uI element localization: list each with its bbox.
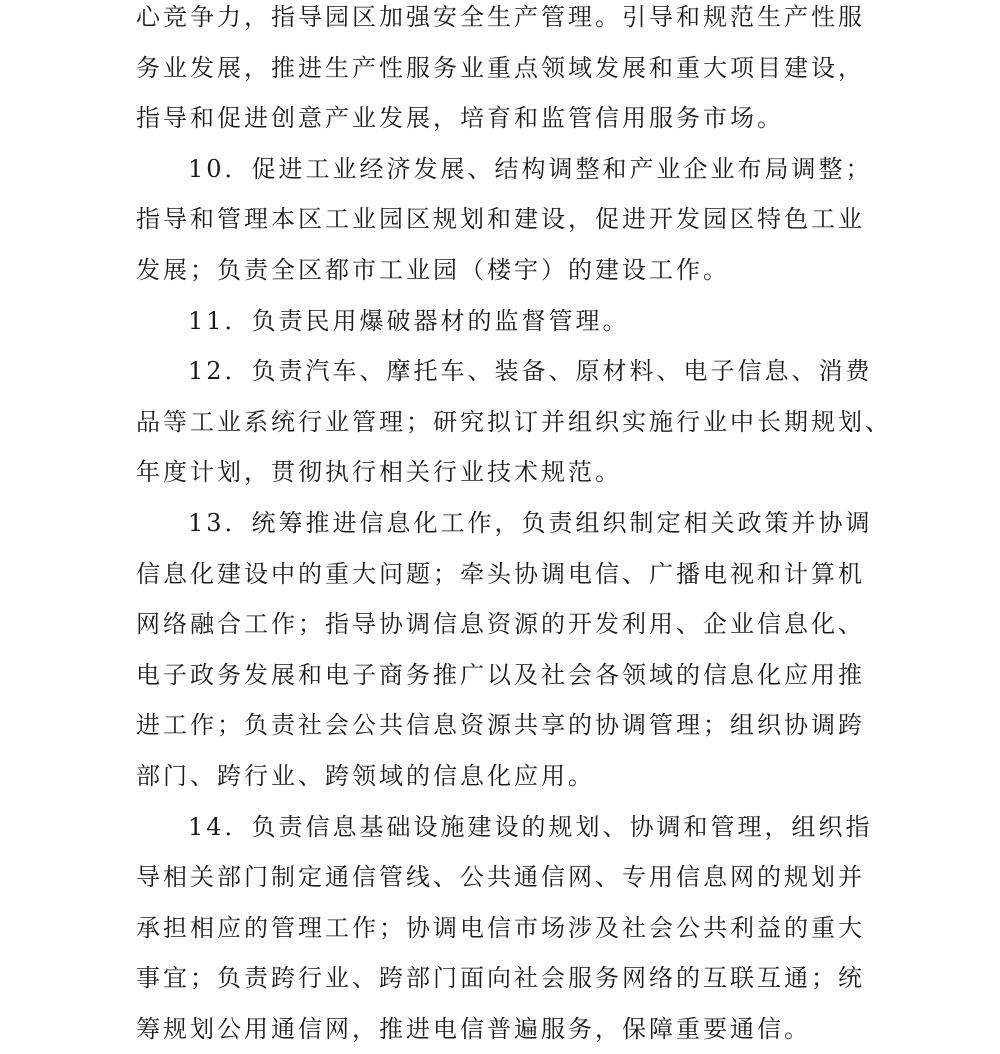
item-12-line: 12．负责汽车、摩托车、装备、原材料、电子信息、消费 xyxy=(188,357,873,386)
text-line: 心竞争力，指导园区加强安全生产管理。引导和规范生产性服 xyxy=(136,3,865,31)
text-line: 年度计划，贯彻执行相关行业技术规范。 xyxy=(136,458,622,487)
text-line: 进工作；负责社会公共信息资源共享的协调管理；组织协调跨 xyxy=(136,711,865,740)
text-line: 导相关部门制定通信管线、公共通信网、专用信息网的规划并 xyxy=(136,863,865,892)
item-14-line: 14．负责信息基础设施建设的规划、协调和管理，组织指 xyxy=(188,812,873,841)
text-line: 电子政务发展和电子商务推广以及社会各领域的信息化应用推 xyxy=(136,660,865,689)
item-11-line: 11．负责民用爆破器材的监督管理。 xyxy=(188,306,630,335)
text-line: 务业发展，推进生产性服务业重点领域发展和重大项目建设， xyxy=(136,53,865,82)
item-10-line: 10．促进工业经济发展、结构调整和产业企业布局调整； xyxy=(188,154,873,183)
text-line: 品等工业系统行业管理；研究拟订并组织实施行业中长期规划、 xyxy=(136,407,892,436)
text-line: 部门、跨行业、跨领域的信息化应用。 xyxy=(136,761,595,790)
text-line: 发展；负责全区都市工业园（楼宇）的建设工作。 xyxy=(136,255,730,284)
text-line: 网络融合工作；指导协调信息资源的开发利用、企业信息化、 xyxy=(136,610,865,639)
text-line: 信息化建设中的重大问题；牵头协调电信、广播电视和计算机 xyxy=(136,559,865,588)
text-line: 指导和管理本区工业园区规划和建设，促进开发园区特色工业 xyxy=(136,205,865,234)
item-13-line: 13．统筹推进信息化工作，负责组织制定相关政策并协调 xyxy=(188,508,873,537)
body-text xyxy=(136,0,896,1054)
text-line: 事宜；负责跨行业、跨部门面向社会服务网络的互联互通；统 xyxy=(136,964,865,993)
text-line: 承担相应的管理工作；协调电信市场涉及社会公共利益的重大 xyxy=(136,913,865,942)
text-line: 指导和促进创意产业发展，培育和监管信用服务市场。 xyxy=(136,104,784,133)
text-line: 筹规划公用通信网，推进电信普遍服务，保障重要通信。 xyxy=(136,1014,811,1043)
